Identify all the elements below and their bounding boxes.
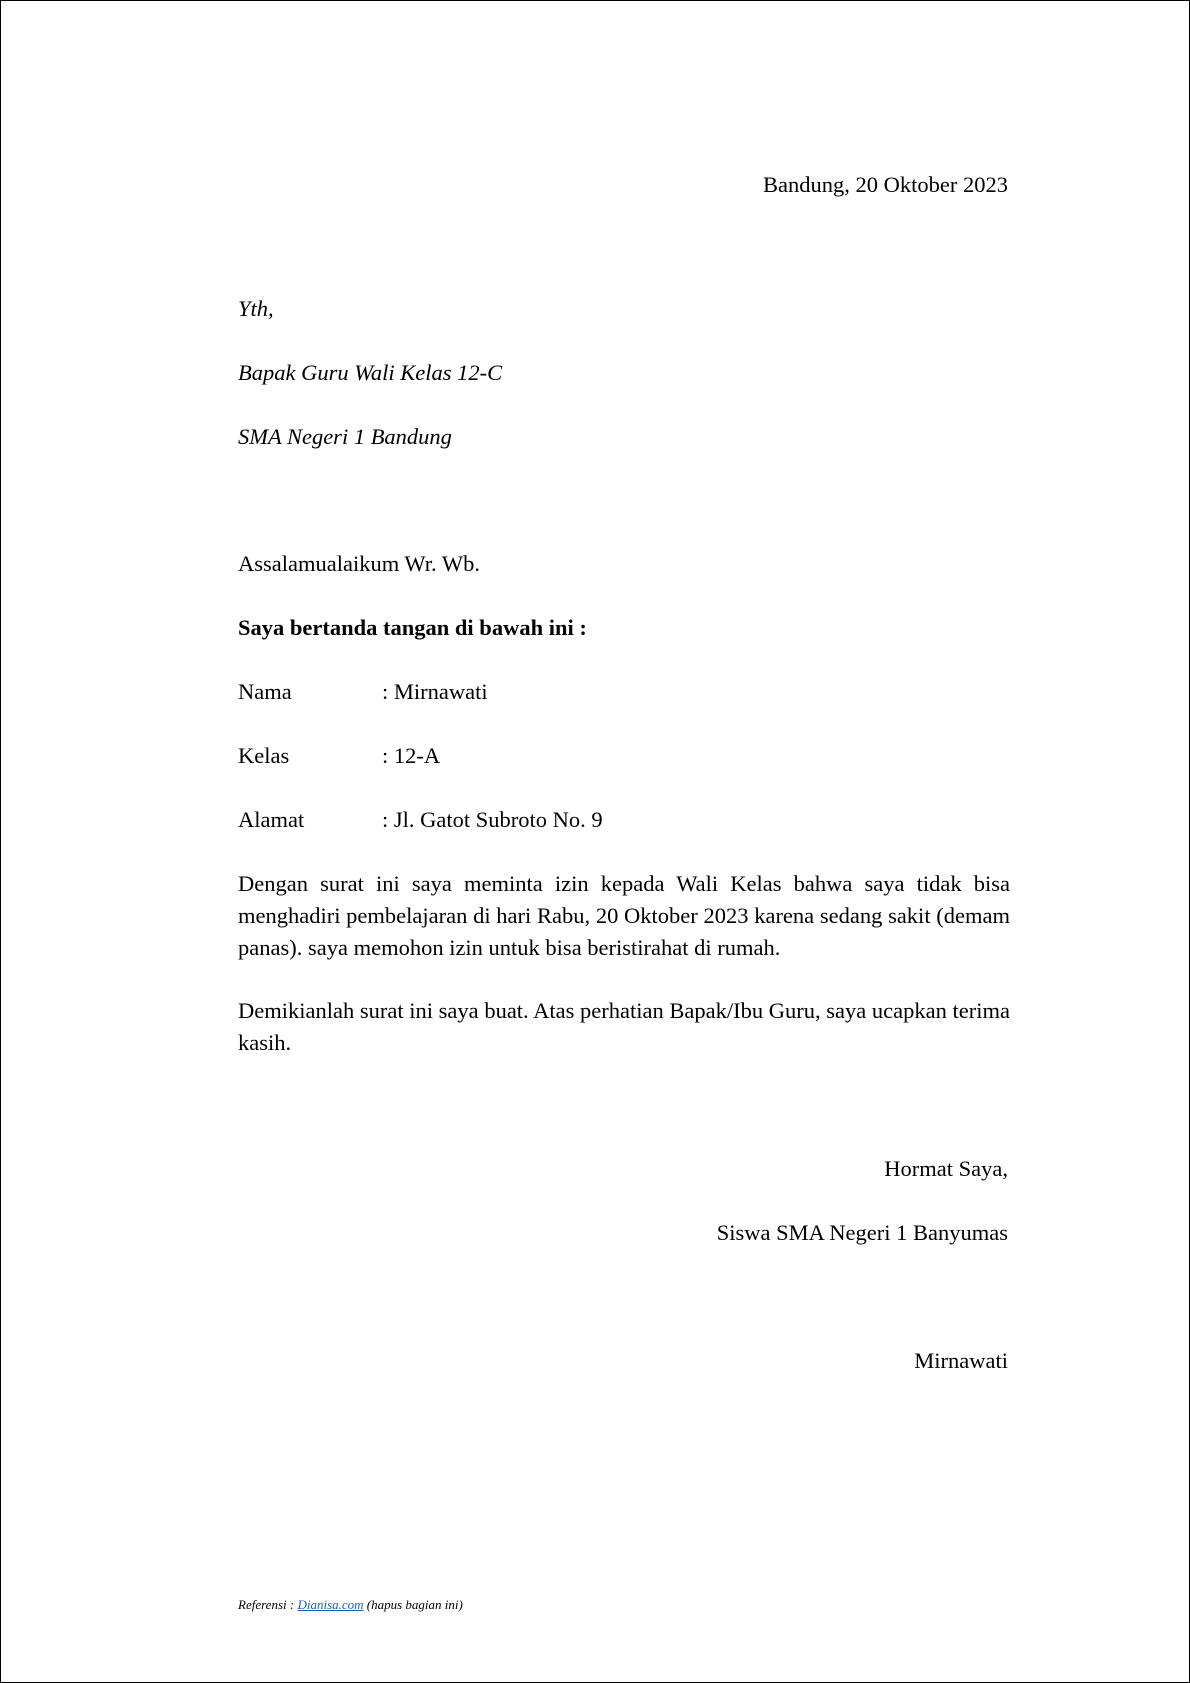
recipient-line-2: SMA Negeri 1 Bandung bbox=[238, 424, 452, 449]
recipient-line-1: Bapak Guru Wali Kelas 12-C bbox=[238, 360, 503, 385]
closing-paragraph: Demikianlah surat ini saya buat. Atas perhatian Bapak/Ibu Guru, saya ucapkan terima kasih. bbox=[238, 998, 1010, 1055]
field-value-alamat: : Jl. Gatot Subroto No. 9 bbox=[382, 807, 603, 832]
field-value-kelas: : 12-A bbox=[382, 743, 441, 768]
reference-link[interactable]: Dianisa.com bbox=[297, 1597, 364, 1612]
closing-greeting: Hormat Saya, bbox=[884, 1156, 1008, 1181]
footer-suffix: (hapus bagian ini) bbox=[363, 1597, 463, 1612]
field-label-kelas: Kelas bbox=[238, 743, 290, 768]
body-paragraph: Dengan surat ini saya meminta izin kepada Wali Kelas bahwa saya tidak bisa menghadiri pembelajaran di hari Rabu, 20 Oktober 2023 karena sedang sakit (demam panas). saya memohon izin untuk bisa beristirahat di rumah. bbox=[238, 871, 1010, 960]
intro-statement: Saya bertanda tangan di bawah ini : bbox=[238, 615, 587, 640]
field-value-nama: : Mirnawati bbox=[382, 679, 488, 704]
signer-role: Siswa SMA Negeri 1 Banyumas bbox=[716, 1220, 1008, 1245]
signer-name: Mirnawati bbox=[914, 1348, 1008, 1373]
greeting: Assalamualaikum Wr. Wb. bbox=[238, 551, 480, 576]
reference-footer bbox=[238, 1596, 463, 1614]
footer-prefix: Referensi : bbox=[238, 1597, 298, 1612]
recipient-salutation: Yth, bbox=[238, 296, 274, 321]
place-date: Bandung, 20 Oktober 2023 bbox=[763, 172, 1008, 197]
field-label-alamat: Alamat bbox=[238, 807, 305, 832]
field-label-nama: Nama bbox=[238, 679, 292, 704]
